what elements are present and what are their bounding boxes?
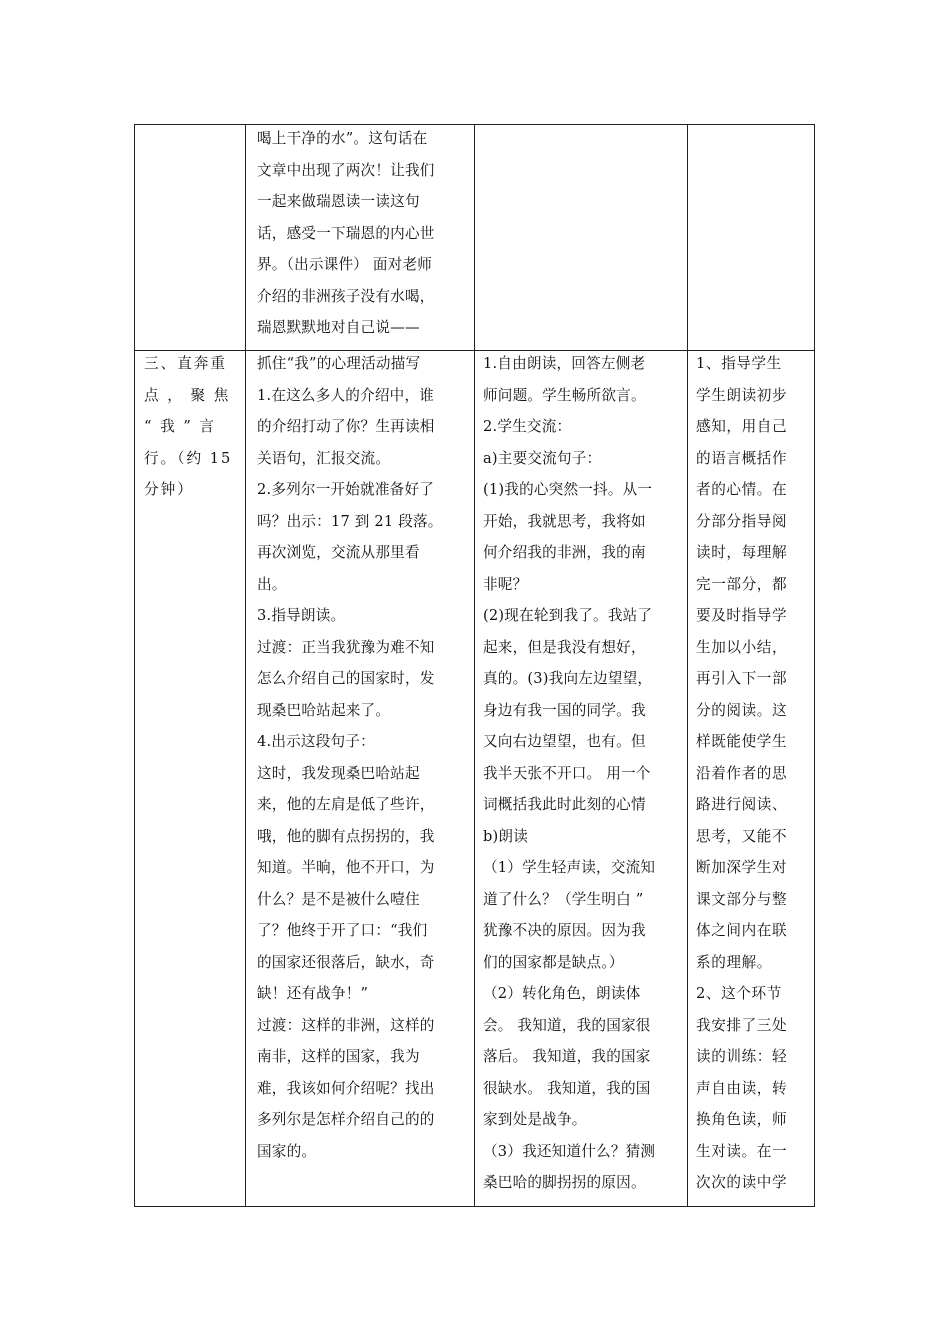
text-line: 出。 <box>257 575 287 593</box>
design-intent-cell <box>688 351 815 1207</box>
text-line: 界。（出示课件） 面对老师 <box>257 256 433 273</box>
text-line: 读的训练：轻 <box>696 1048 788 1065</box>
text-line: 分钟） <box>144 481 194 498</box>
text-line: 完一部分，都 <box>696 575 788 593</box>
text-line: 会。 我知道，我的国家很 <box>483 1016 651 1034</box>
text-line: 生对读。在一 <box>696 1142 788 1160</box>
text-line: 落后。 我知道，我的国家 <box>483 1048 651 1065</box>
text-line: 一起来做瑞恩读一读这句 <box>257 193 420 210</box>
text-line: 又向右边望望，也有。但 <box>483 733 646 750</box>
text-line: 3.指导朗读。 <box>257 607 346 624</box>
text-line: 的国家还很落后，缺水，奇 <box>257 953 435 971</box>
text-line: 师问题。学生畅所欲言。 <box>483 386 646 404</box>
text-line: 何介绍我的非洲，我的南 <box>483 544 646 561</box>
text-line: （1）学生轻声读，交流知 <box>483 859 656 876</box>
text-line: 们的国家都是缺点。） <box>483 953 624 971</box>
text-line: 桑巴哈的脚拐拐的原因。 <box>483 1174 646 1191</box>
cell-text <box>246 348 474 1167</box>
text-line: 学生朗读初步 <box>696 386 788 404</box>
text-line: 读时，每理解 <box>696 544 788 561</box>
text-line: 行。（约 15 <box>144 449 233 467</box>
table-row <box>135 351 815 1207</box>
text-line: 我半天张不开口。 用一个 <box>483 764 651 782</box>
student-activity-cell <box>475 351 688 1207</box>
text-line: 过渡：正当我犹豫为难不知 <box>257 638 435 656</box>
text-line: “ 我 ” 言 <box>144 418 217 435</box>
text-line: 文章中出现了两次！让我们 <box>257 161 435 179</box>
text-line: 起来，但是我没有想好， <box>483 638 646 656</box>
text-line: 沿着作者的思 <box>696 764 788 782</box>
text-line: 道了什么？（学生明白 ” <box>483 890 644 908</box>
table-row <box>135 125 815 351</box>
text-line: 吗？出示：17 到 21 段落。 <box>257 512 443 530</box>
text-line: 我安排了三处 <box>696 1016 788 1034</box>
text-line: 什么？是不是被什么噎住 <box>257 890 420 908</box>
text-line: 现桑巴哈站起来了。 <box>257 701 391 719</box>
text-line: 缺！还有战争！” <box>257 985 369 1002</box>
text-line: 4.出示这段句子： <box>257 733 375 750</box>
text-line: 再次浏览，交流从那里看 <box>257 544 420 561</box>
text-line: 分的阅读。这 <box>696 701 788 719</box>
text-line: 三、直奔重 <box>144 355 227 372</box>
text-line: 2、这个环节 <box>696 985 782 1002</box>
text-line: 国家的。 <box>257 1142 317 1160</box>
text-line: 再引入下一部 <box>696 670 788 687</box>
text-line: 断加深学生对 <box>696 859 788 876</box>
text-line: 抓住“我”的心理活动描写 <box>257 355 421 372</box>
text-line: 样既能使学生 <box>696 733 788 750</box>
stage-cell <box>135 351 246 1207</box>
text-line: 1、指导学生 <box>696 355 782 372</box>
stage-cell <box>135 125 246 351</box>
text-line: 感知，用自己 <box>696 418 788 435</box>
text-line: 多列尔是怎样介绍自己的的 <box>257 1111 435 1128</box>
text-line: 分部分指导阅 <box>696 512 788 530</box>
text-line: 2.多列尔一开始就准备好了 <box>257 481 435 498</box>
text-line: 瑞恩默默地对自己说—— <box>257 319 420 336</box>
text-line: 声自由读，转 <box>696 1079 788 1097</box>
text-line: a)主要交流句子： <box>483 449 602 467</box>
cell-text <box>135 348 245 506</box>
cell-text <box>475 348 687 1199</box>
teacher-activity-cell <box>246 351 475 1207</box>
text-line: (2)现在轮到我了。我站了 <box>483 607 653 624</box>
text-line: 思考，又能不 <box>696 827 788 845</box>
text-line: 真的。(3)我向左边望望， <box>483 670 653 687</box>
text-line: 换角色读，师 <box>696 1111 788 1128</box>
text-line: 这时，我发现桑巴哈站起 <box>257 764 420 782</box>
text-line: 课文部分与整 <box>696 890 788 908</box>
text-line: 身边有我一国的同学。我 <box>483 701 646 719</box>
text-line: 开始，我就思考，我将如 <box>483 512 646 530</box>
text-line: 点 ， 聚 焦 <box>144 386 231 404</box>
text-line: 体之间内在联 <box>696 922 788 939</box>
text-line: 生加以小结， <box>696 638 788 656</box>
text-line: 的语言概括作 <box>696 449 788 467</box>
teacher-activity-cell <box>246 125 475 351</box>
text-line: （2）转化角色，朗读体 <box>483 985 641 1002</box>
text-line: 喝上干净的水”。这句话在 <box>257 130 428 147</box>
text-line: 要及时指导学 <box>696 607 788 624</box>
cell-text <box>688 348 814 1199</box>
text-line: 1.自由朗读，回答左侧老 <box>483 355 646 372</box>
design-intent-cell <box>688 125 815 351</box>
lesson-plan-table <box>134 124 815 1207</box>
text-line: 系的理解。 <box>696 953 772 971</box>
text-line: 话，感受一下瑞恩的内心世 <box>257 224 435 242</box>
student-activity-cell <box>475 125 688 351</box>
text-line: 次次的读中学 <box>696 1174 788 1191</box>
text-line: 者的心情。在 <box>696 481 788 498</box>
text-line: 哦，他的脚有点拐拐的，我 <box>257 827 435 845</box>
text-line: 南非，这样的国家，我为 <box>257 1048 420 1065</box>
cell-text <box>246 123 474 344</box>
text-line: 词概括我此时此刻的心情 <box>483 796 646 813</box>
text-line: 路进行阅读、 <box>696 796 788 813</box>
text-line: 关语句，汇报交流。 <box>257 449 391 467</box>
text-line: 了？他终于开了口：“我们 <box>257 922 428 939</box>
text-line: 家到处是战争。 <box>483 1111 587 1128</box>
text-line: 过渡：这样的非洲，这样的 <box>257 1016 435 1034</box>
text-line: b)朗读 <box>483 827 529 845</box>
text-line: 2.学生交流： <box>483 418 572 435</box>
text-line: 的介绍打动了你？生再读相 <box>257 418 435 435</box>
text-line: 怎么介绍自己的国家时，发 <box>257 670 435 687</box>
text-line: （3）我还知道什么？猜测 <box>483 1142 656 1160</box>
text-line: 知道。半晌，他不开口，为 <box>257 859 435 876</box>
text-line: (1)我的心突然一抖。从一 <box>483 481 653 498</box>
text-line: 非呢？ <box>483 575 528 593</box>
text-line: 介绍的非洲孩子没有水喝， <box>257 287 435 305</box>
text-line: 犹豫不决的原因。因为我 <box>483 922 646 939</box>
text-line: 来，他的左肩是低了些许， <box>257 796 435 813</box>
text-line: 难，我该如何介绍呢？找出 <box>257 1079 435 1097</box>
text-line: 1.在这么多人的介绍中，谁 <box>257 386 435 404</box>
text-line: 很缺水。 我知道，我的国 <box>483 1079 651 1097</box>
